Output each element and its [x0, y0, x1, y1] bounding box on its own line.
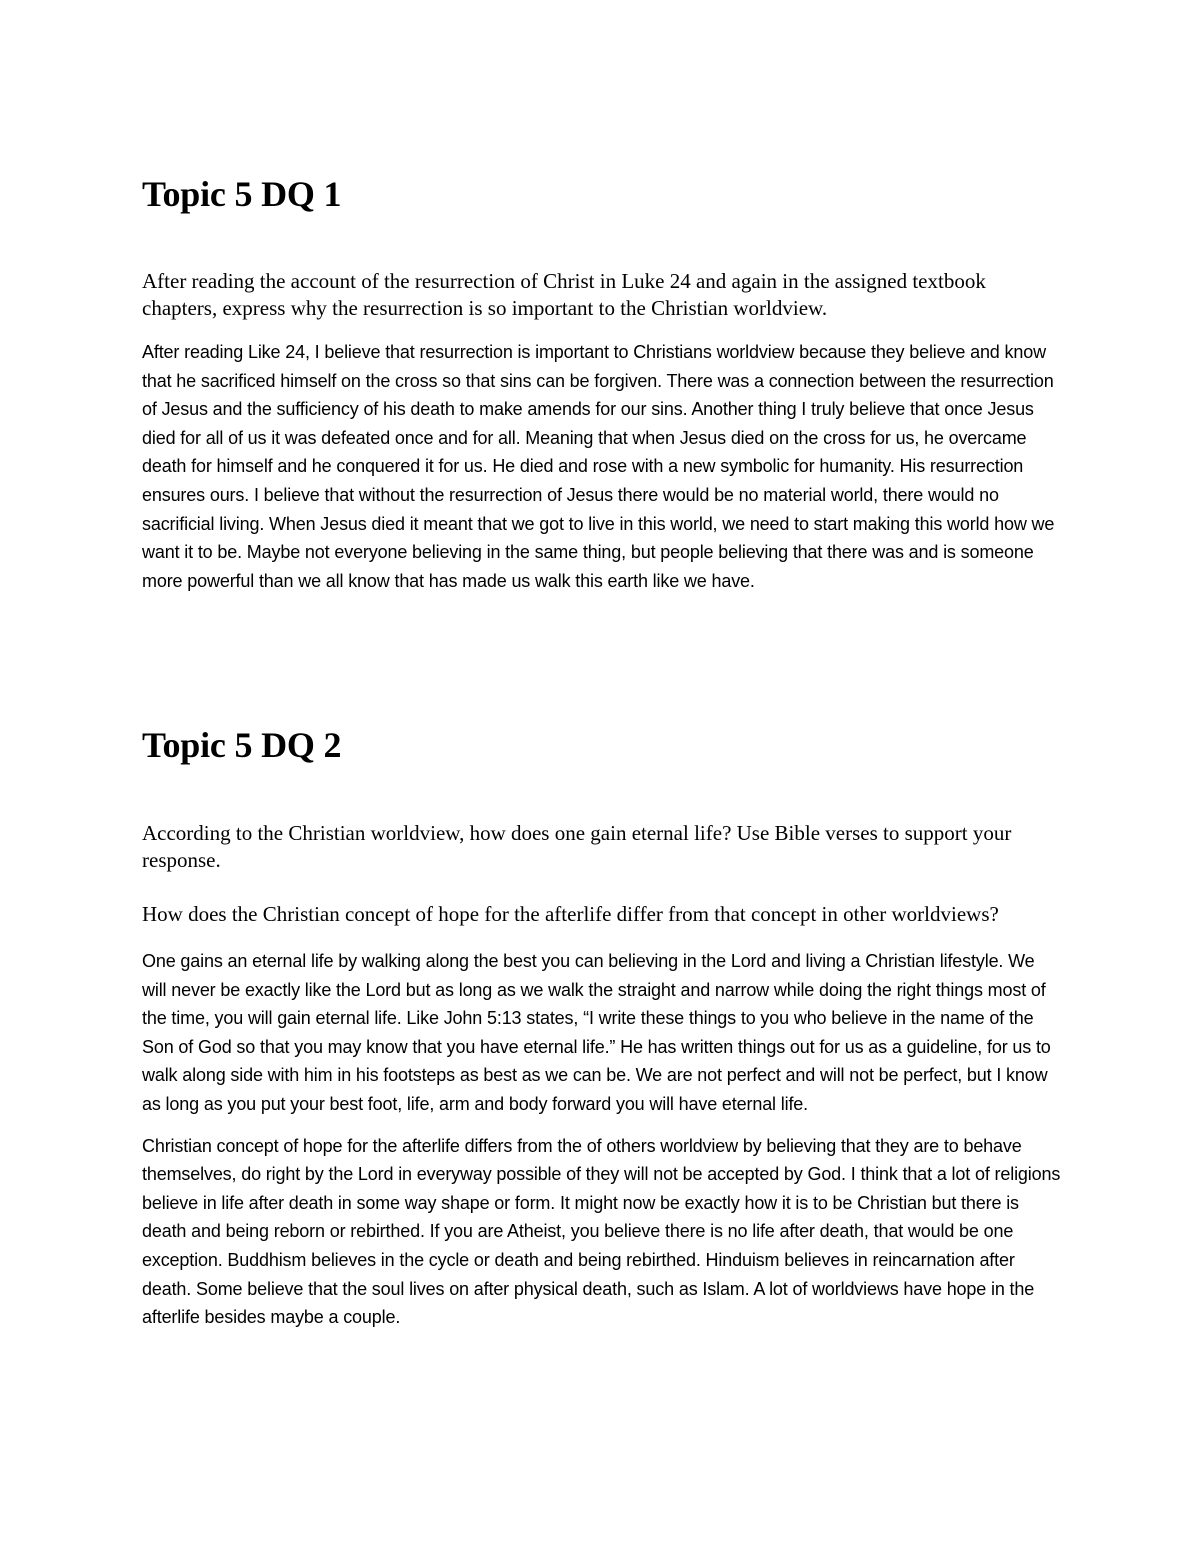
dq2-answer-1: One gains an eternal life by walking along the best you can believing in the Lord and living a Christian lifestyle. We will never be exactly like the Lord but as long as we walk the straight and narrow while doing the right things most of the time, you will gain eternal life. Like John 5:13 states, “I write these things to you who believe in the name of the Son of God so that you may know that you have eternal life.” He has written things out for us as a guideline, for us to walk along side with him in his footsteps as best as we can be. We are not perfect and will not be perfect, but I know as long as you put your best foot, life, arm and body forward you will have eternal life. [142, 951, 1051, 1114]
dq1-answer: After reading Like 24, I believe that resurrection is important to Christians worldview because they believe and know that he sacrificed himself on the cross so that sins can be forgiven. There was a connection between the resurrection of Jesus and the sufficiency of his death to make amends for our sins. Another thing I truly believe that once Jesus died for all of us it was defeated once and for all. Meaning that when Jesus died on the cross for us, he overcame death for himself and he conquered it for us. He died and rose with a new symbolic for humanity. His resurrection ensures ours. I believe that without the resurrection of Jesus there would be no material world, there would no sacrificial living. When Jesus died it meant that we got to live in this world, we need to start making this world how we want it to be. Maybe not everyone believing in the same thing, but people believing that there was and is someone more powerful than we all know that has made us walk this earth like we have. [142, 342, 1055, 591]
dq1-question: After reading the account of the resurrection of Christ in Luke 24 and again in the assigned textbook chapters, express why the resurrection is so important to the Christian worldview. [142, 269, 986, 320]
dq1-title: Topic 5 DQ 1 [142, 174, 342, 214]
dq2-question-1: According to the Christian worldview, how does one gain eternal life? Use Bible verses to support your response. [142, 821, 1012, 872]
dq2-answer-2: Christian concept of hope for the afterlife differs from the of others worldview by believing that they are to behave themselves, do right by the Lord in everyway possible of they will not be accepted by God. I think that a lot of religions believe in life after death in some way shape or form. It might now be exactly how it is to be Christian but there is death and being reborn or rebirthed. If you are Atheist, you believe there is no life after death, that would be one exception. Buddhism believes in the cycle or death and being rebirthed. Hinduism believes in reincarnation after death. Some believe that the soul lives on after physical death, such as Islam. A lot of worldviews have hope in the afterlife besides maybe a couple. [142, 1135, 1061, 1328]
discussion-question-1 [142, 172, 1062, 595]
dq2-question-2: How does the Christian concept of hope for the afterlife differ from that concept in other worldviews? [142, 902, 999, 926]
dq2-title: Topic 5 DQ 2 [142, 725, 342, 765]
discussion-question-2 [142, 723, 1062, 1332]
